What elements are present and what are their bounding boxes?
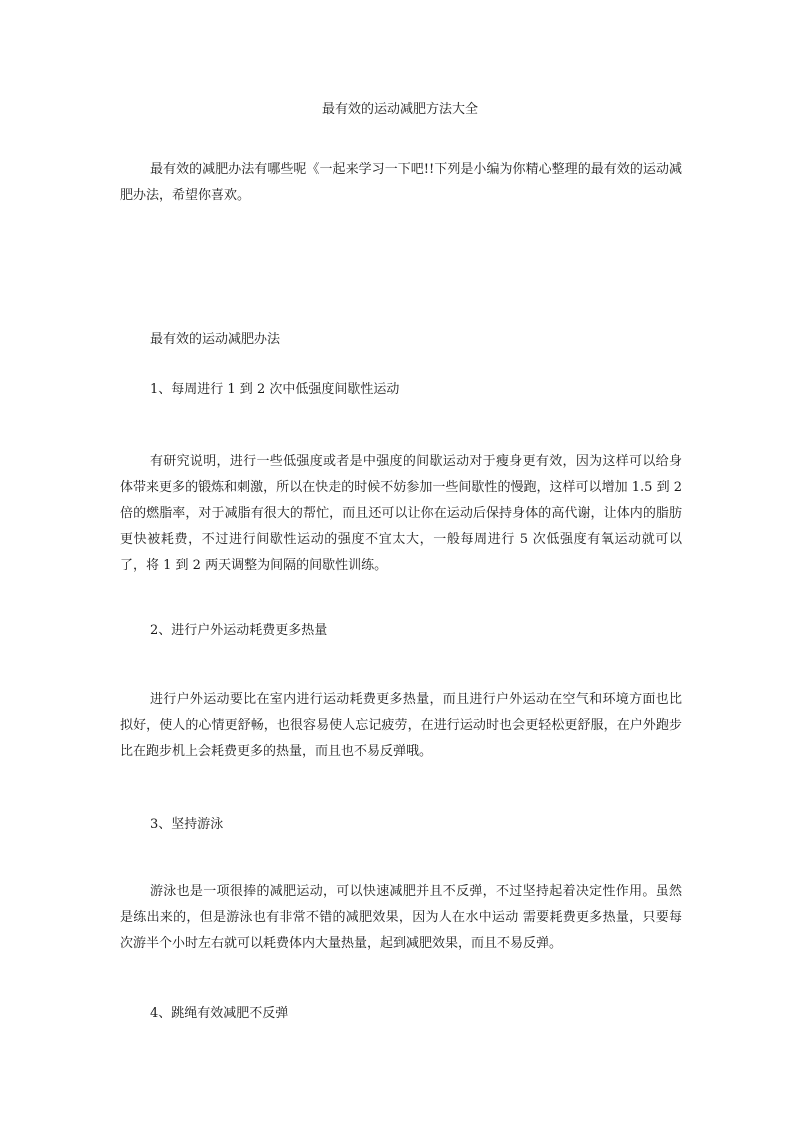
item-3-heading: 3、坚持游泳 [150, 817, 224, 832]
item-4-heading: 4、跳绳有效减肥不反弹 [150, 1006, 289, 1021]
item-1-heading: 1、每周进行 1 到 2 次中低强度间歇性运动 [150, 382, 400, 397]
item-2-body: 进行户外运动要比在室内进行运动耗费更多热量，而且进行户外运动在空气和环境方面也比拟好，使人的心情更舒畅，也很容易使人忘记疲劳，在进行运动时也会更轻松更舒服，在户外跑步比在跑步机上会耗费更多的热量，而且也不易反弹哦。 [120, 692, 682, 759]
item-3-body: 游泳也是一项很捧的减肥运动，可以快速减肥并且不反弹，不过坚持起着决定性作用。虽然是练出来的，但是游泳也有非常不错的减肥效果，因为人在水中运动 需要耗费更多热量，只要每次游半个小时左右就可以耗费体内大量热量，起到减肥效果，而且不易反弹。 [120, 884, 682, 951]
document-title: 最有效的运动减肥方法大全 [321, 102, 478, 117]
item-2-heading: 2、进行户外运动耗费更多热量 [150, 623, 328, 638]
item-1-body: 有研究说明，进行一些低强度或者是中强度的间歇运动对于瘦身更有效，因为这样可以给身体带来更多的锻炼和刺激，所以在快走的时候不妨参加一些间歇性的慢跑，这样可以增加 1.5 到 2 倍的燃脂率，对于减脂有很大的帮忙，而且还可以让你在运动后保持身体的高代谢，让体内的脂肪更快被耗费，不过进行间歇性运动的强度不宜太大，一般每周进行 5 次低强度有氧运动就可以了，将 1 到 2 两天调整为间隔的间歇性训练。 [120, 454, 682, 573]
section-heading: 最有效的运动减肥办法 [150, 332, 281, 347]
intro-paragraph: 最有效的减肥办法有哪些呢《一起来学习一下吧!!下列是小编为你精心整理的最有效的运动减肥办法，希望你喜欢。 [120, 162, 682, 203]
